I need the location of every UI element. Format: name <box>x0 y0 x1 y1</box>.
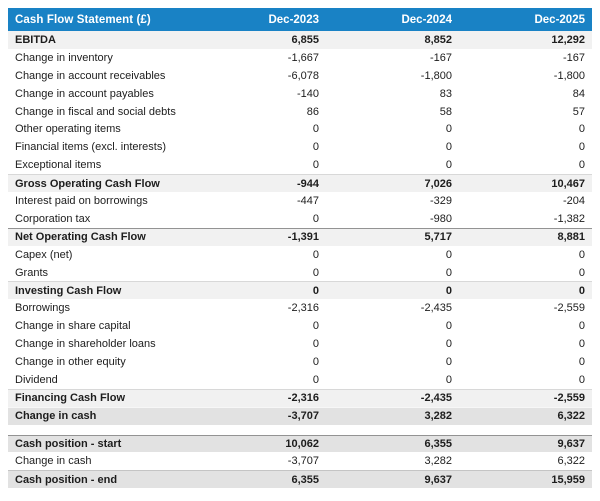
column-header-dec-2023: Dec-2023 <box>268 13 319 26</box>
row-value: 0 <box>445 284 452 297</box>
table-row <box>8 371 592 389</box>
row-value: 0 <box>445 123 452 136</box>
row-value: -204 <box>562 194 585 207</box>
row-value: 0 <box>578 373 585 386</box>
table-row <box>8 389 592 407</box>
row-value: 0 <box>312 284 319 297</box>
column-header-dec-2025: Dec-2025 <box>534 13 585 26</box>
row-value: 15,959 <box>551 473 585 486</box>
row-label: Gross Operating Cash Flow <box>15 177 160 190</box>
row-value: -3,707 <box>287 410 319 423</box>
row-value: 6,322 <box>557 455 585 468</box>
row-value: -329 <box>429 194 452 207</box>
row-value: -6,078 <box>287 69 319 82</box>
row-value: -3,707 <box>287 455 319 468</box>
table-row <box>8 407 592 425</box>
row-value: 0 <box>445 141 452 154</box>
row-label: Change in fiscal and social debts <box>15 105 176 118</box>
row-label: Cash position - end <box>15 473 118 486</box>
table-row <box>8 452 592 470</box>
row-value: 10,467 <box>551 177 585 190</box>
cash-flow-statement-table <box>8 8 592 488</box>
table-header-row <box>8 8 592 31</box>
row-value: 0 <box>312 373 319 386</box>
row-value: 0 <box>312 212 319 225</box>
row-label: Net Operating Cash Flow <box>15 231 146 244</box>
row-value: 0 <box>312 320 319 333</box>
row-value: 0 <box>445 338 452 351</box>
row-value: 0 <box>445 320 452 333</box>
row-value: 0 <box>445 248 452 261</box>
row-value: 0 <box>578 355 585 368</box>
row-value: 5,717 <box>424 231 452 244</box>
row-label: Financial items (excl. interests) <box>15 141 166 154</box>
row-value: 0 <box>578 248 585 261</box>
table-row <box>8 246 592 264</box>
row-label: Grants <box>15 266 49 279</box>
row-label: Change in share capital <box>15 320 131 333</box>
row-label: Investing Cash Flow <box>15 284 122 297</box>
row-value: 3,282 <box>424 455 452 468</box>
row-value: 84 <box>572 87 585 100</box>
row-value: 0 <box>578 338 585 351</box>
row-label: Change in other equity <box>15 355 126 368</box>
row-value: 6,355 <box>424 438 452 451</box>
row-value: -2,559 <box>553 392 585 405</box>
row-value: 0 <box>578 159 585 172</box>
row-value: 0 <box>312 123 319 136</box>
row-value: 12,292 <box>551 33 585 46</box>
row-value: -140 <box>296 87 319 100</box>
row-value: -944 <box>296 177 319 190</box>
table-row <box>8 192 592 210</box>
table-row <box>8 228 592 246</box>
row-value: -1,667 <box>287 51 319 64</box>
row-label: Change in inventory <box>15 51 113 64</box>
column-header-dec-2024: Dec-2024 <box>401 13 452 26</box>
row-value: 0 <box>445 355 452 368</box>
row-value: 0 <box>578 123 585 136</box>
row-value: 0 <box>312 266 319 279</box>
row-value: -1,800 <box>553 69 585 82</box>
table-body <box>8 31 592 488</box>
row-value: 0 <box>578 266 585 279</box>
row-value: -1,391 <box>287 231 319 244</box>
table-row <box>8 470 592 488</box>
row-value: 0 <box>312 338 319 351</box>
row-value: -167 <box>429 51 452 64</box>
row-value: -447 <box>296 194 319 207</box>
row-label: Change in cash <box>15 455 92 468</box>
row-label: Cash position - start <box>15 438 122 451</box>
row-value: 57 <box>572 105 585 118</box>
row-value: 0 <box>312 141 319 154</box>
table-row <box>8 210 592 228</box>
row-value: -2,559 <box>553 302 585 315</box>
row-value: 58 <box>439 105 452 118</box>
row-value: 9,637 <box>424 473 452 486</box>
table-row <box>8 67 592 85</box>
row-value: -1,382 <box>553 212 585 225</box>
row-value: -2,435 <box>420 392 452 405</box>
row-value: 10,062 <box>285 438 319 451</box>
table-row <box>8 353 592 371</box>
row-value: 0 <box>445 159 452 172</box>
row-value: -2,316 <box>287 302 319 315</box>
table-row <box>8 49 592 67</box>
row-value: -2,316 <box>287 392 319 405</box>
table-row <box>8 435 592 453</box>
row-value: 6,355 <box>291 473 319 486</box>
row-label: Dividend <box>15 373 58 386</box>
table-row <box>8 103 592 121</box>
table-row <box>8 120 592 138</box>
row-value: 0 <box>578 141 585 154</box>
table-title: Cash Flow Statement (£) <box>15 13 151 26</box>
row-value: 6,855 <box>291 33 319 46</box>
row-label: Corporation tax <box>15 212 91 225</box>
table-row <box>8 31 592 49</box>
row-value: 3,282 <box>424 410 452 423</box>
row-label: Capex (net) <box>15 248 73 261</box>
row-value: 0 <box>312 355 319 368</box>
row-label: Change in account receivables <box>15 69 166 82</box>
row-label: Exceptional items <box>15 159 102 172</box>
row-label: Change in account payables <box>15 87 154 100</box>
row-value: 6,322 <box>557 410 585 423</box>
row-label: Financing Cash Flow <box>15 392 126 405</box>
row-label: Borrowings <box>15 302 71 315</box>
row-value: 8,852 <box>424 33 452 46</box>
row-value: 0 <box>445 373 452 386</box>
row-value: 7,026 <box>424 177 452 190</box>
table-row <box>8 85 592 103</box>
row-value: 8,881 <box>557 231 585 244</box>
row-label: EBITDA <box>15 33 56 46</box>
row-value: -167 <box>562 51 585 64</box>
table-row <box>8 317 592 335</box>
table-section-gap <box>8 425 592 435</box>
row-value: 0 <box>445 266 452 279</box>
row-value: 86 <box>306 105 319 118</box>
row-label: Other operating items <box>15 123 121 136</box>
row-value: -980 <box>429 212 452 225</box>
table-row <box>8 138 592 156</box>
table-row <box>8 281 592 299</box>
row-value: -2,435 <box>420 302 452 315</box>
table-row <box>8 156 592 174</box>
row-label: Change in shareholder loans <box>15 338 156 351</box>
row-label: Interest paid on borrowings <box>15 194 148 207</box>
row-value: 9,637 <box>557 438 585 451</box>
row-value: 83 <box>439 87 452 100</box>
row-value: -1,800 <box>420 69 452 82</box>
row-value: 0 <box>578 284 585 297</box>
table-row <box>8 174 592 192</box>
table-row <box>8 299 592 317</box>
row-label: Change in cash <box>15 410 97 423</box>
table-row <box>8 264 592 282</box>
table-row <box>8 335 592 353</box>
row-value: 0 <box>578 320 585 333</box>
row-value: 0 <box>312 159 319 172</box>
row-value: 0 <box>312 248 319 261</box>
